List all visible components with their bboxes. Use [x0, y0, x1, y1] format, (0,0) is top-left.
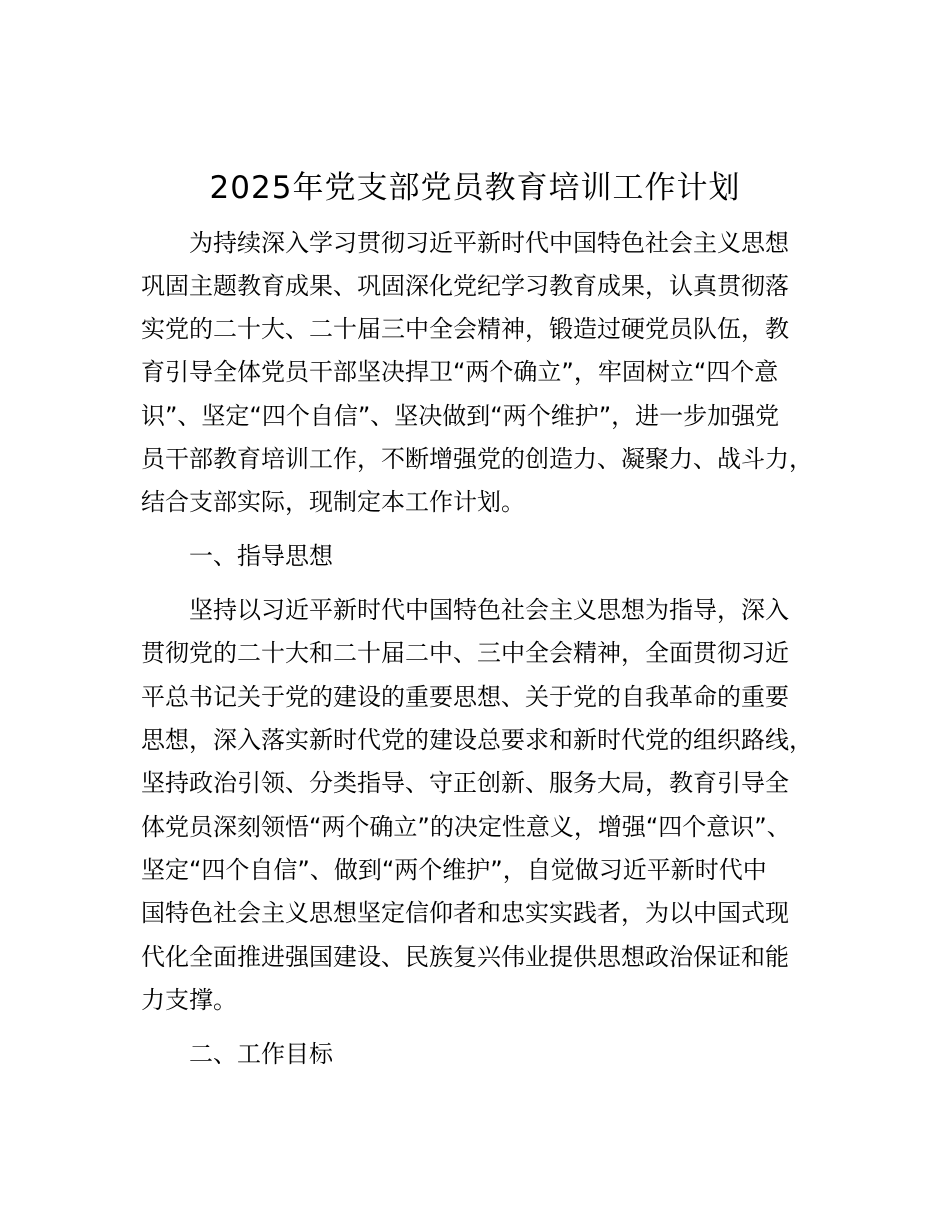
intro-line: 实党的二十大、二十届三中全会精神，锻造过硬党员队伍，教 [141, 315, 789, 343]
section1-line: 代化全面推进强国建设、民族复兴伟业提供思想政治保证和能 [141, 943, 789, 971]
section1-line: 国特色社会主义思想坚定信仰者和忠实实践者，为以中国式现 [141, 899, 789, 927]
section-heading-work-goals: 二、工作目标 [189, 1040, 333, 1068]
intro-line: 结合支部实际，现制定本工作计划。 [141, 488, 525, 516]
intro-line: 育引导全体党员干部坚决捍卫“两个确立”，牢固树立“四个意 [141, 358, 779, 386]
section1-line: 力支撑。 [141, 986, 237, 1014]
section1-line: 坚持以习近平新时代中国特色社会主义思想为指导，深入 [189, 596, 789, 624]
intro-line: 为持续深入学习贯彻习近平新时代中国特色社会主义思想 [189, 229, 789, 257]
section1-line: 思想，深入落实新时代党的建设总要求和新时代党的组织路线， [141, 726, 813, 754]
intro-line: 识”、坚定“四个自信”、坚决做到“两个维护”，进一步加强党 [141, 402, 780, 430]
section1-line: 平总书记关于党的建设的重要思想、关于党的自我革命的重要 [141, 683, 789, 711]
document-title: 2025年党支部党员教育培训工作计划 [209, 170, 741, 206]
section1-line: 体党员深刻领悟“两个确立”的决定性意义，增强“四个意识”、 [141, 813, 791, 841]
section1-line: 坚定“四个自信”、做到“两个维护”，自觉做习近平新时代中 [141, 856, 767, 884]
section1-line: 坚持政治引领、分类指导、守正创新、服务大局，教育引导全 [141, 769, 789, 797]
intro-line: 巩固主题教育成果、巩固深化党纪学习教育成果，认真贯彻落 [141, 272, 789, 300]
section1-line: 贯彻党的二十大和二十届二中、三中全会精神，全面贯彻习近 [141, 639, 789, 667]
intro-line: 员干部教育培训工作，不断增强党的创造力、凝聚力、战斗力， [141, 445, 813, 473]
section-heading-guiding-ideology: 一、指导思想 [189, 542, 333, 570]
